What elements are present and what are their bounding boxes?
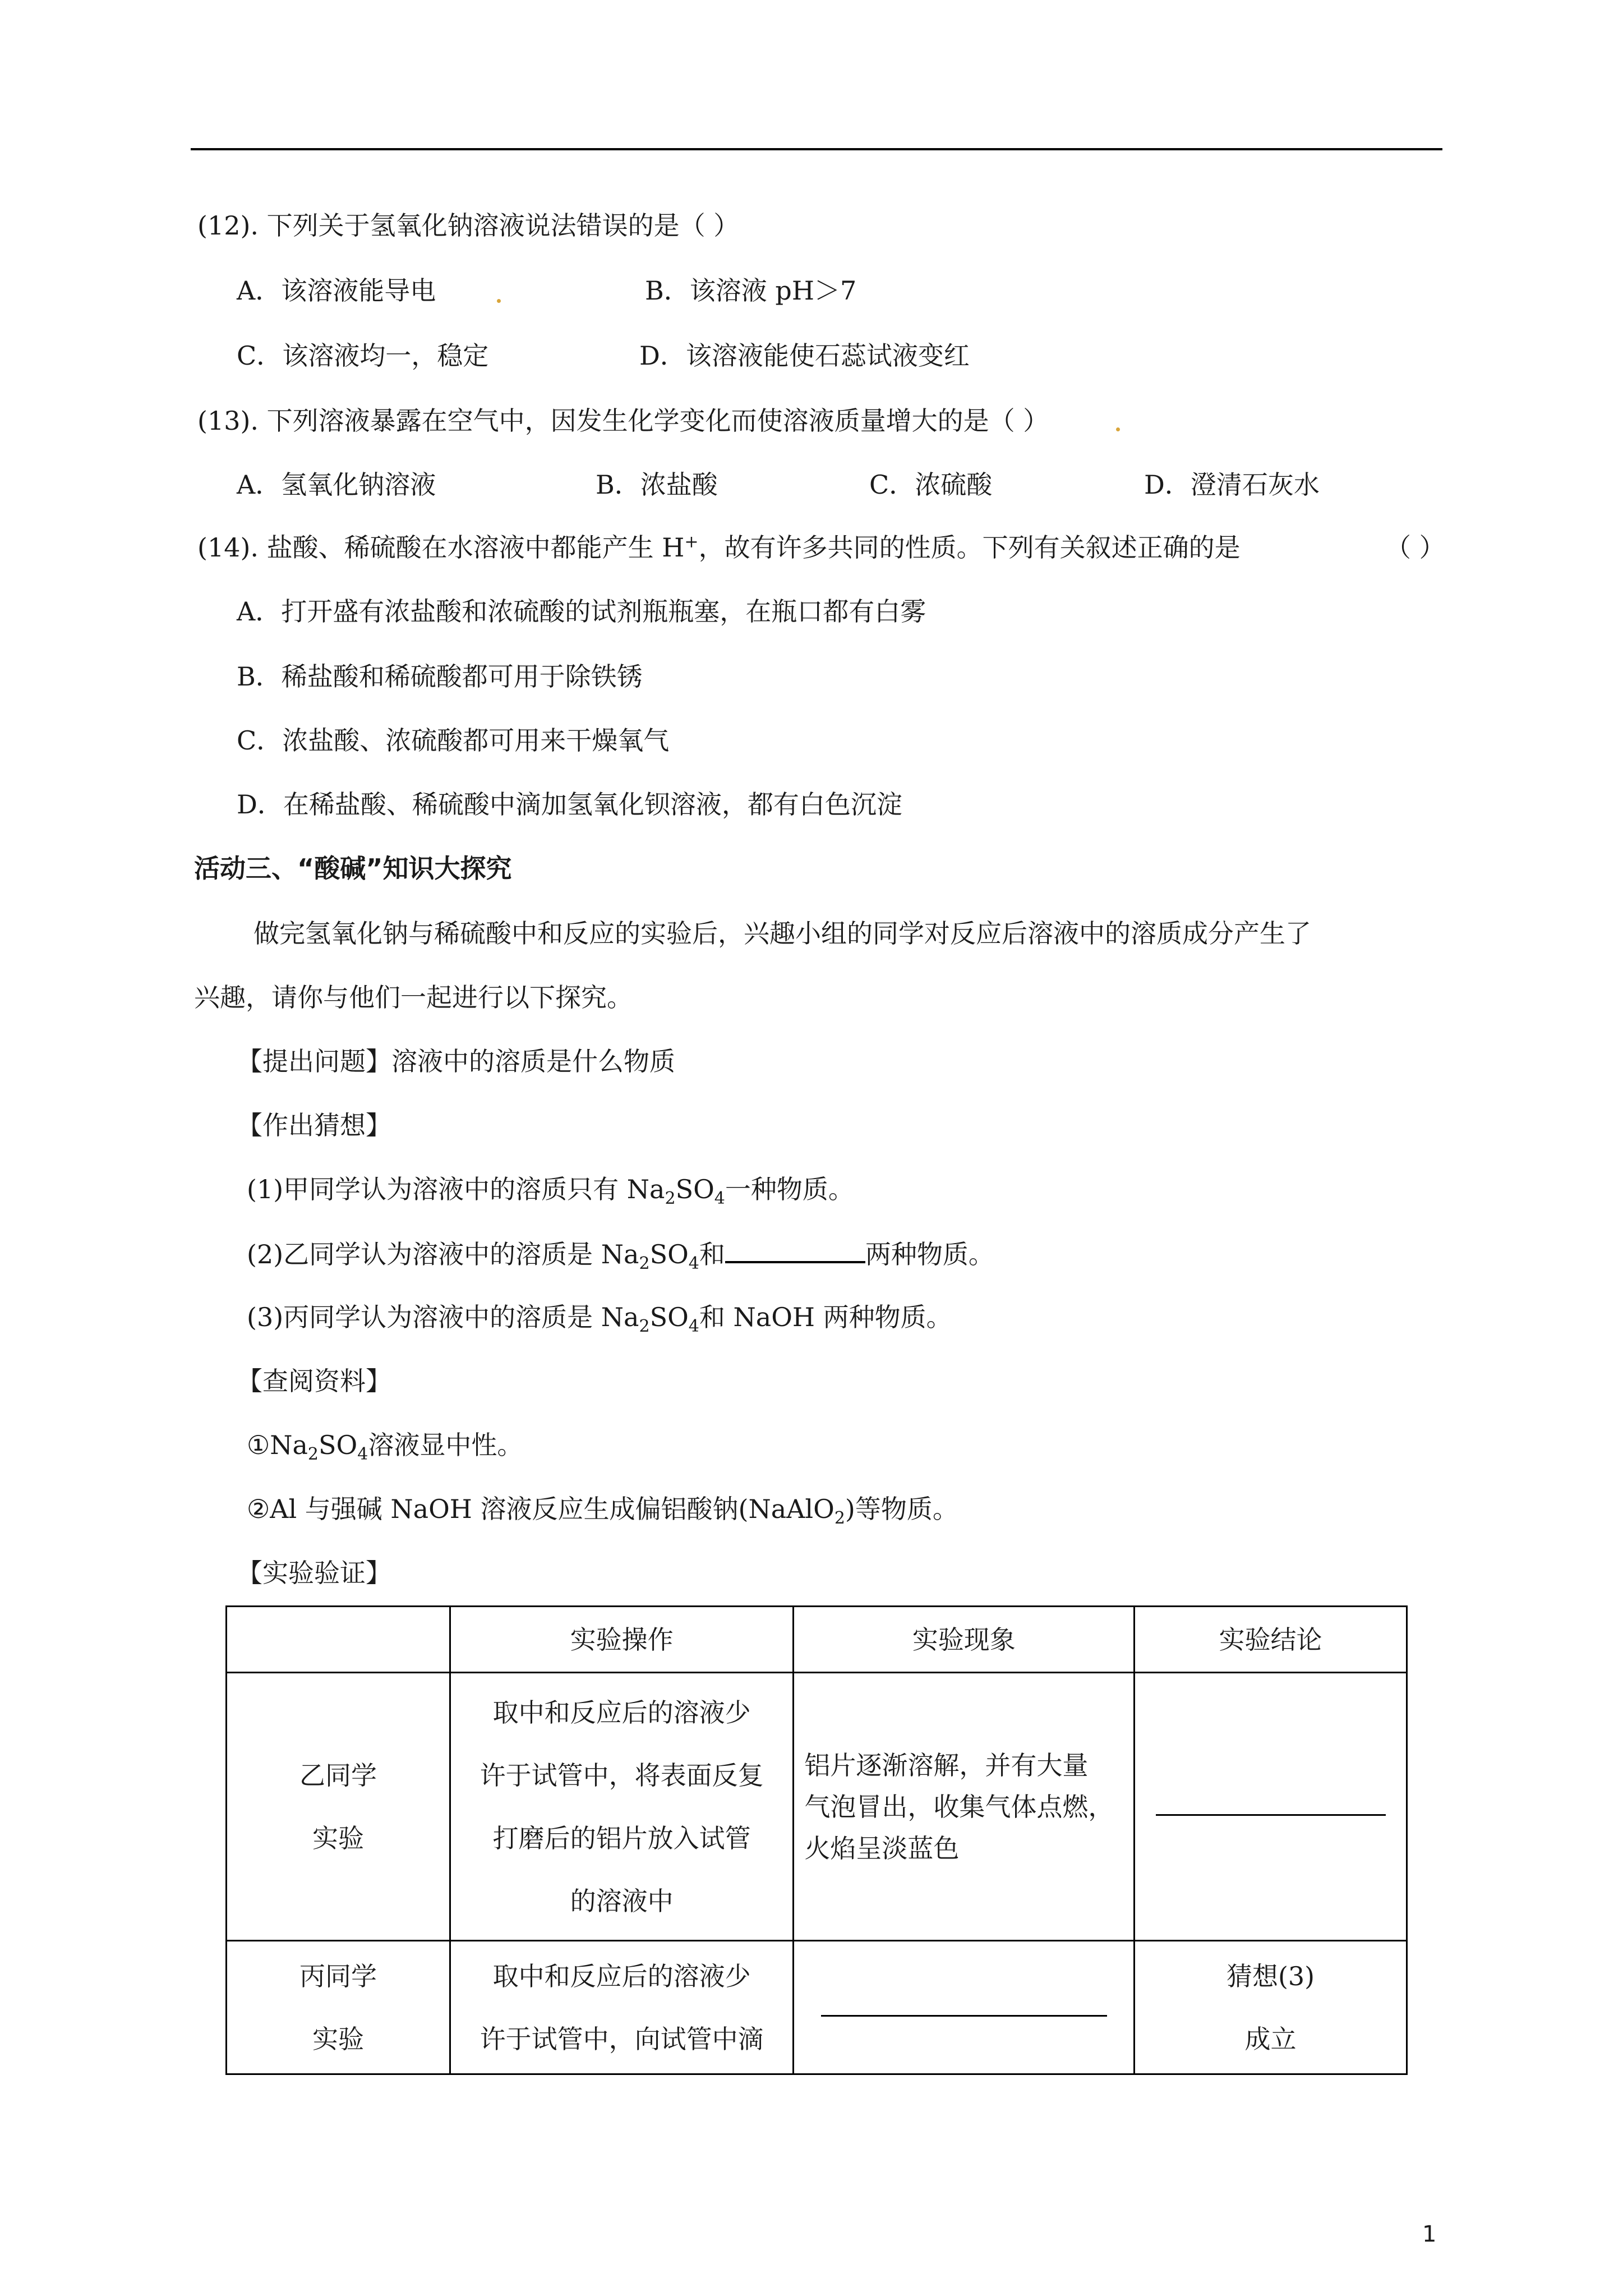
question-text: 溶液中的溶质是什么物质 — [391, 1046, 675, 1076]
experiment-table — [225, 1605, 1408, 2075]
guess-1: (1)甲同学认为溶液中的溶质只有 $Na_2SO_4$一种物质。 — [247, 1174, 854, 1209]
intro-line-1: 做完氢氧化钠与稀硫酸中和反应的实验后，兴趣小组的同学对反应后溶液中的溶质成分产生了 — [253, 918, 1311, 949]
stray-dot — [1116, 427, 1120, 431]
header-cell: 实验结论 — [1135, 1607, 1407, 1673]
row1-conclusion — [1135, 1673, 1407, 1941]
row1-operation: 取中和反应后的溶液少 许于试管中，将表面反复 打磨后的铝片放入试管 的溶液中 — [450, 1673, 793, 1941]
intro-line-2: 兴趣，请你与他们一起进行以下探究。 — [194, 982, 633, 1013]
activity-title: 活动三、“酸碱”知识大探究 — [194, 853, 512, 884]
q12-stem: (12). 下列关于氢氧化钠溶液说法错误的是（ ） — [197, 210, 740, 241]
q14-option-c: C．浓盐酸、浓硫酸都可用来干燥氧气 — [237, 725, 670, 756]
q12-option-b: B．该溶液 pH＞7 — [645, 275, 857, 306]
q13-option-d: D．澄清石灰水 — [1144, 470, 1320, 500]
page-number: 1 — [1422, 2221, 1437, 2247]
guess-2-answer-blank[interactable] — [725, 1236, 865, 1263]
q14-answer-paren: （ ） — [1385, 532, 1445, 563]
row2-phenomenon-blank[interactable] — [821, 2009, 1107, 2017]
table-row — [227, 1941, 1407, 2074]
header-cell: 实验操作 — [450, 1607, 793, 1673]
ref-2: ②Al 与强碱 NaOH 溶液反应生成偏铝酸钠(NaAlO$_2$)等物质。 — [247, 1494, 958, 1529]
ref-1: $①Na_2SO_4$溶液显中性。 — [247, 1430, 523, 1465]
q13-option-b: B．浓盐酸 — [596, 470, 718, 500]
header-cell — [227, 1607, 450, 1673]
table-header-row — [227, 1607, 1407, 1673]
verify-label: 【实验验证】 — [237, 1558, 391, 1588]
q13-option-a: A．氢氧化钠溶液 — [237, 470, 436, 500]
table-row — [227, 1673, 1407, 1941]
guess-label: 【作出猜想】 — [237, 1110, 391, 1140]
ref-label: 【查阅资料】 — [237, 1366, 391, 1396]
guess-3: (3)丙同学认为溶液中的溶质是 $Na_2SO_4$和 NaOH 两种物质。 — [247, 1302, 952, 1337]
row2-conclusion: 猜想(3) 成立 — [1135, 1941, 1407, 2074]
q14-option-d: D．在稀盐酸、稀硫酸中滴加氢氧化钡溶液，都有白色沉淀 — [237, 789, 902, 820]
guess-2: (2)乙同学认为溶液中的溶质是 $Na_2SO_4$和 两种物质。 — [247, 1236, 994, 1271]
row2-phenomenon — [794, 1941, 1135, 2074]
q12-option-d: D．该溶液能使石蕊试液变红 — [639, 341, 970, 371]
q14-option-a: A．打开盛有浓盐酸和浓硫酸的试剂瓶瓶塞，在瓶口都有白雾 — [237, 596, 926, 627]
row1-name: 乙同学 实验 — [227, 1673, 450, 1941]
q13-option-c: C．浓硫酸 — [869, 470, 993, 500]
q13-stem: (13). 下列溶液暴露在空气中，因发生化学变化而使溶液质量增大的是（ ） — [197, 406, 1049, 436]
question-section — [237, 1045, 675, 1078]
q14-option-b: B．稀盐酸和稀硫酸都可用于除铁锈 — [237, 661, 643, 692]
row2-operation: 取中和反应后的溶液少 许于试管中，向试管中滴 — [450, 1941, 793, 2074]
q12-option-a: A．该溶液能导电 — [237, 275, 436, 306]
stray-dot — [497, 299, 501, 303]
q12-option-c: C．该溶液均一，稳定 — [237, 341, 489, 371]
row2-name: 丙同学 实验 — [227, 1941, 450, 2074]
q14-stem: (14). 盐酸、稀硫酸在水溶液中都能产生 H+，故有许多共同的性质。下列有关叙述正确的是 — [197, 532, 1241, 563]
question-label: 【提出问题】 — [237, 1046, 391, 1076]
row1-conclusion-blank[interactable] — [1156, 1809, 1386, 1816]
header-cell: 实验现象 — [794, 1607, 1135, 1673]
header-rule — [191, 148, 1442, 150]
row1-phenomenon: 铝片逐渐溶解，并有大量 气泡冒出，收集气体点燃， 火焰呈淡蓝色 — [794, 1673, 1135, 1941]
